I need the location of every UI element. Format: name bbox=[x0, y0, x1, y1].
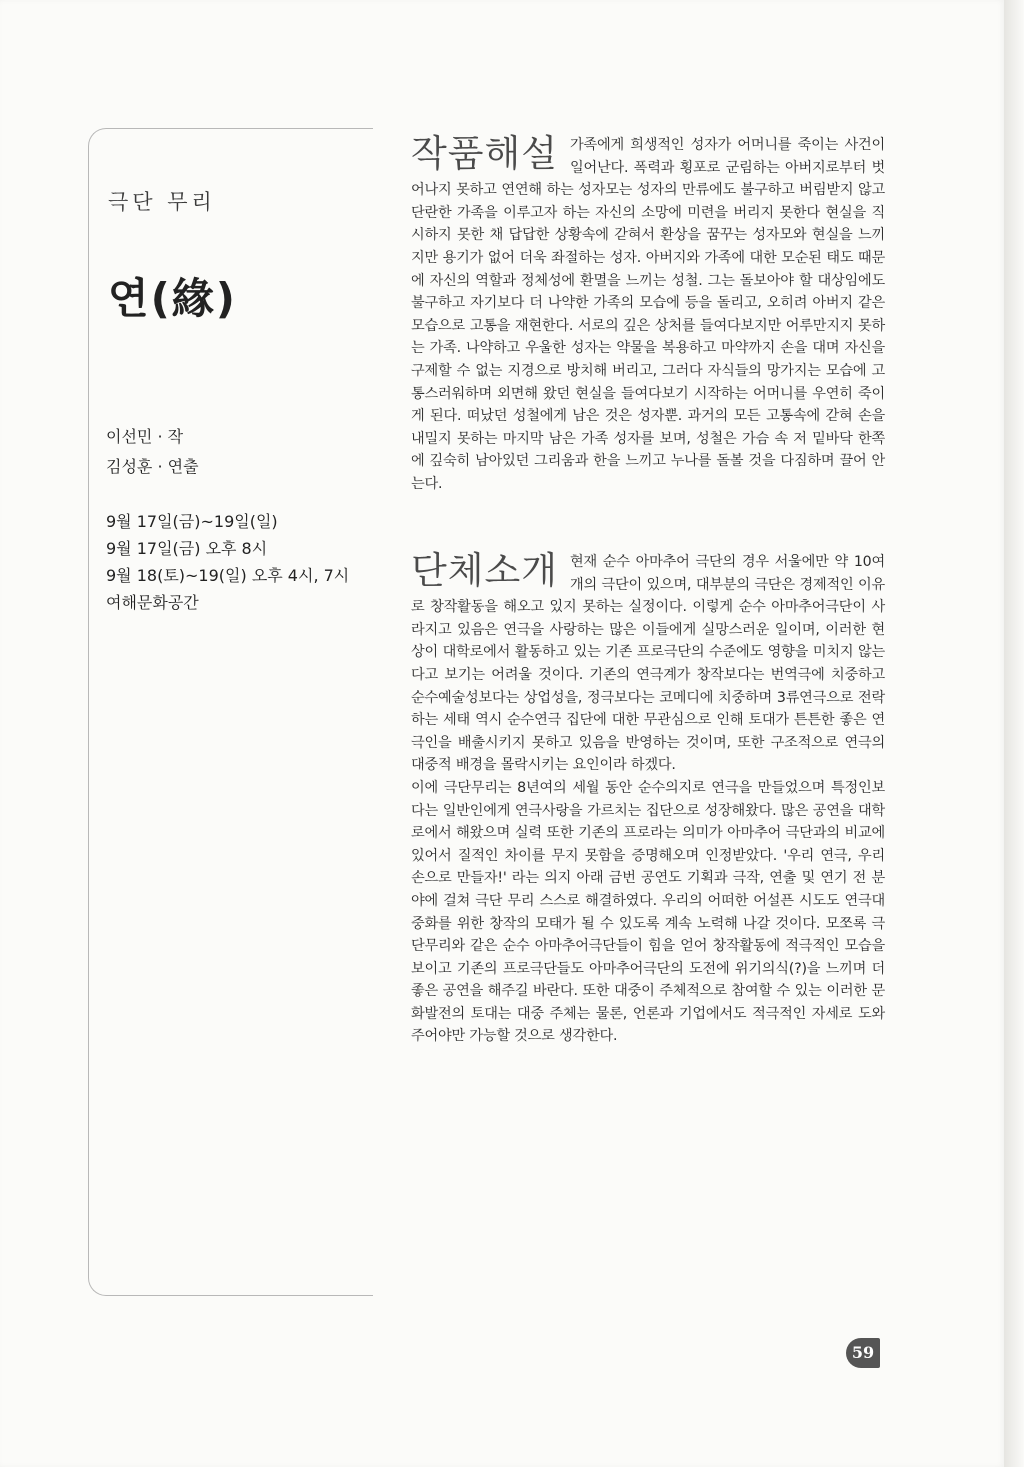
page-number: 59 bbox=[846, 1338, 880, 1368]
page-edge bbox=[1004, 0, 1024, 1467]
venue: 여해문화공간 bbox=[106, 593, 199, 612]
schedule-friday: 9월 17일(금) 오후 8시 bbox=[106, 539, 268, 558]
section-heading-synopsis: 작품해설 bbox=[411, 132, 558, 175]
section-heading-troupe-intro: 단체소개 bbox=[411, 549, 558, 592]
credits bbox=[106, 422, 199, 482]
troupe-name: 극단 무리 bbox=[108, 190, 216, 214]
schedule-dates: 9월 17일(금)~19일(일) bbox=[106, 512, 278, 531]
section-synopsis bbox=[411, 134, 885, 496]
schedule bbox=[106, 508, 349, 616]
play-title: 연(緣) bbox=[108, 274, 237, 323]
playwright-credit: 이선민 · 작 bbox=[106, 427, 184, 446]
synopsis-body: 가족에게 희생적인 성자가 어머니를 죽이는 사건이 일어난다. 폭력과 횡포로 군림하는 아버지로부터 벗어나지 못하고 연연해 하는 성자모는 성자의 만류에도 불구하고 버림받지 않고 단란한 가족을 이루고자 하는 자신의 소망에 미련을 버리지 못한다 현실을 직시하지 못한 채 답답한 상황속에 갇혀서 환상을 꿈꾸는 성자모와 현실을 느끼지만 용기가 없어 더욱 좌절하는 성자. 아버지와 가족에 대한 모순된 태도 때문에 자신의 역할과 정체성에 환멸을 느끼는 성철. 그는 돌보아야 할 대상임에도 불구하고 자기보다 더 나약한 가족의 모습에 등을 돌리고, 오히려 아버지 같은 모습으로 고통을 재현한다. 서로의 깊은 상처를 들여다보지만 어루만지지 못하는 가족. 나약하고 우울한 성자는 약물을 복용하고 마약까지 손을 대며 자신을 구제할 수 없는 지경으로 방치해 버리고, 그러다 자식들의 망가지는 모습에 고통스러워하며 외면해 왔던 현실을 들여다보기 시작하는 어머니를 우연히 죽이게 된다. 떠났던 성철에게 남은 것은 성자뿐. 과거의 모든 고통속에 갇혀 손을 내밀지 못하는 마지막 남은 가족 성자를 보며, 성철은 가슴 속 저 밑바닥 한쪽에 깊숙히 남아있던 그리움과 한을 느끼고 누나를 돌볼 것을 다짐하며 끌어 안는다. bbox=[411, 137, 885, 492]
director-credit: 김성훈 · 연출 bbox=[106, 457, 199, 476]
troupe-intro-body-2: 이에 극단무리는 8년여의 세월 동안 순수의지로 연극을 만들었으며 특정인보다는 일반인에게 연극사랑을 가르치는 집단으로 성장해왔다. 많은 공연을 대학로에서 해왔으며 실력 또한 기존의 프로라는 의미가 아마추어 극단과의 비교에 있어서 질적인 차이를 무지 못함을 증명해오며 인정받았다. '우리 연극, 우리 손으로 만들자!' 라는 의지 아래 금번 공연도 기획과 극작, 연출 및 연기 전 분야에 걸쳐 극단 무리 스스로 해결하였다. 우리의 어떠한 어설픈 시도도 연극대중화를 위한 창작의 모태가 될 수 있도록 계속 노력해 나갈 것이다. 모쪼록 극단무리와 같은 순수 아마추어극단들이 힘을 얻어 창작활동에 적극적인 모습을 보이고 기존의 프로극단들도 아마추어극단의 도전에 위기의식(?)을 느끼며 더 좋은 공연을 해주길 바란다. 또한 대중이 주체적으로 참여할 수 있는 이러한 문화발전의 토대는 대중 주체는 물론, 언론과 기업에서도 적극적인 자세로 도와주어야만 가능할 것으로 생각한다. bbox=[411, 779, 885, 1045]
section-troupe-intro bbox=[411, 551, 885, 1048]
troupe-intro-body: 현재 순수 아마추어 극단의 경우 서울에만 약 10여개의 극단이 있으며, 대부분의 극단은 경제적인 이유로 창작활동을 해오고 있지 못하는 실정이다. 이렇게 순수 아마추어극단이 사라지고 있음은 연극을 사랑하는 많은 이들에게 실망스러운 일이며, 이러한 현상이 대학로에서 활동하고 있는 기존 프로극단의 수준에도 영향을 미치지 않는다고 보기는 어려울 것이다. 기존의 연극계가 창작보다는 번역극에 치중하고 순수예술성보다는 상업성을, 정극보다는 코메디에 치중하며 3류연극으로 전락하는 세태 역시 순수연극 집단에 대한 무관심으로 인해 토대가 튼튼한 좋은 연극인을 배출시키지 못하고 있음을 반영하는 것이며, 또한 구조적으로 연극의 대중적 배경을 몰락시키는 요인이라 하겠다. bbox=[411, 554, 885, 774]
schedule-weekend: 9월 18(토)~19(일) 오후 4시, 7시 bbox=[106, 566, 350, 585]
